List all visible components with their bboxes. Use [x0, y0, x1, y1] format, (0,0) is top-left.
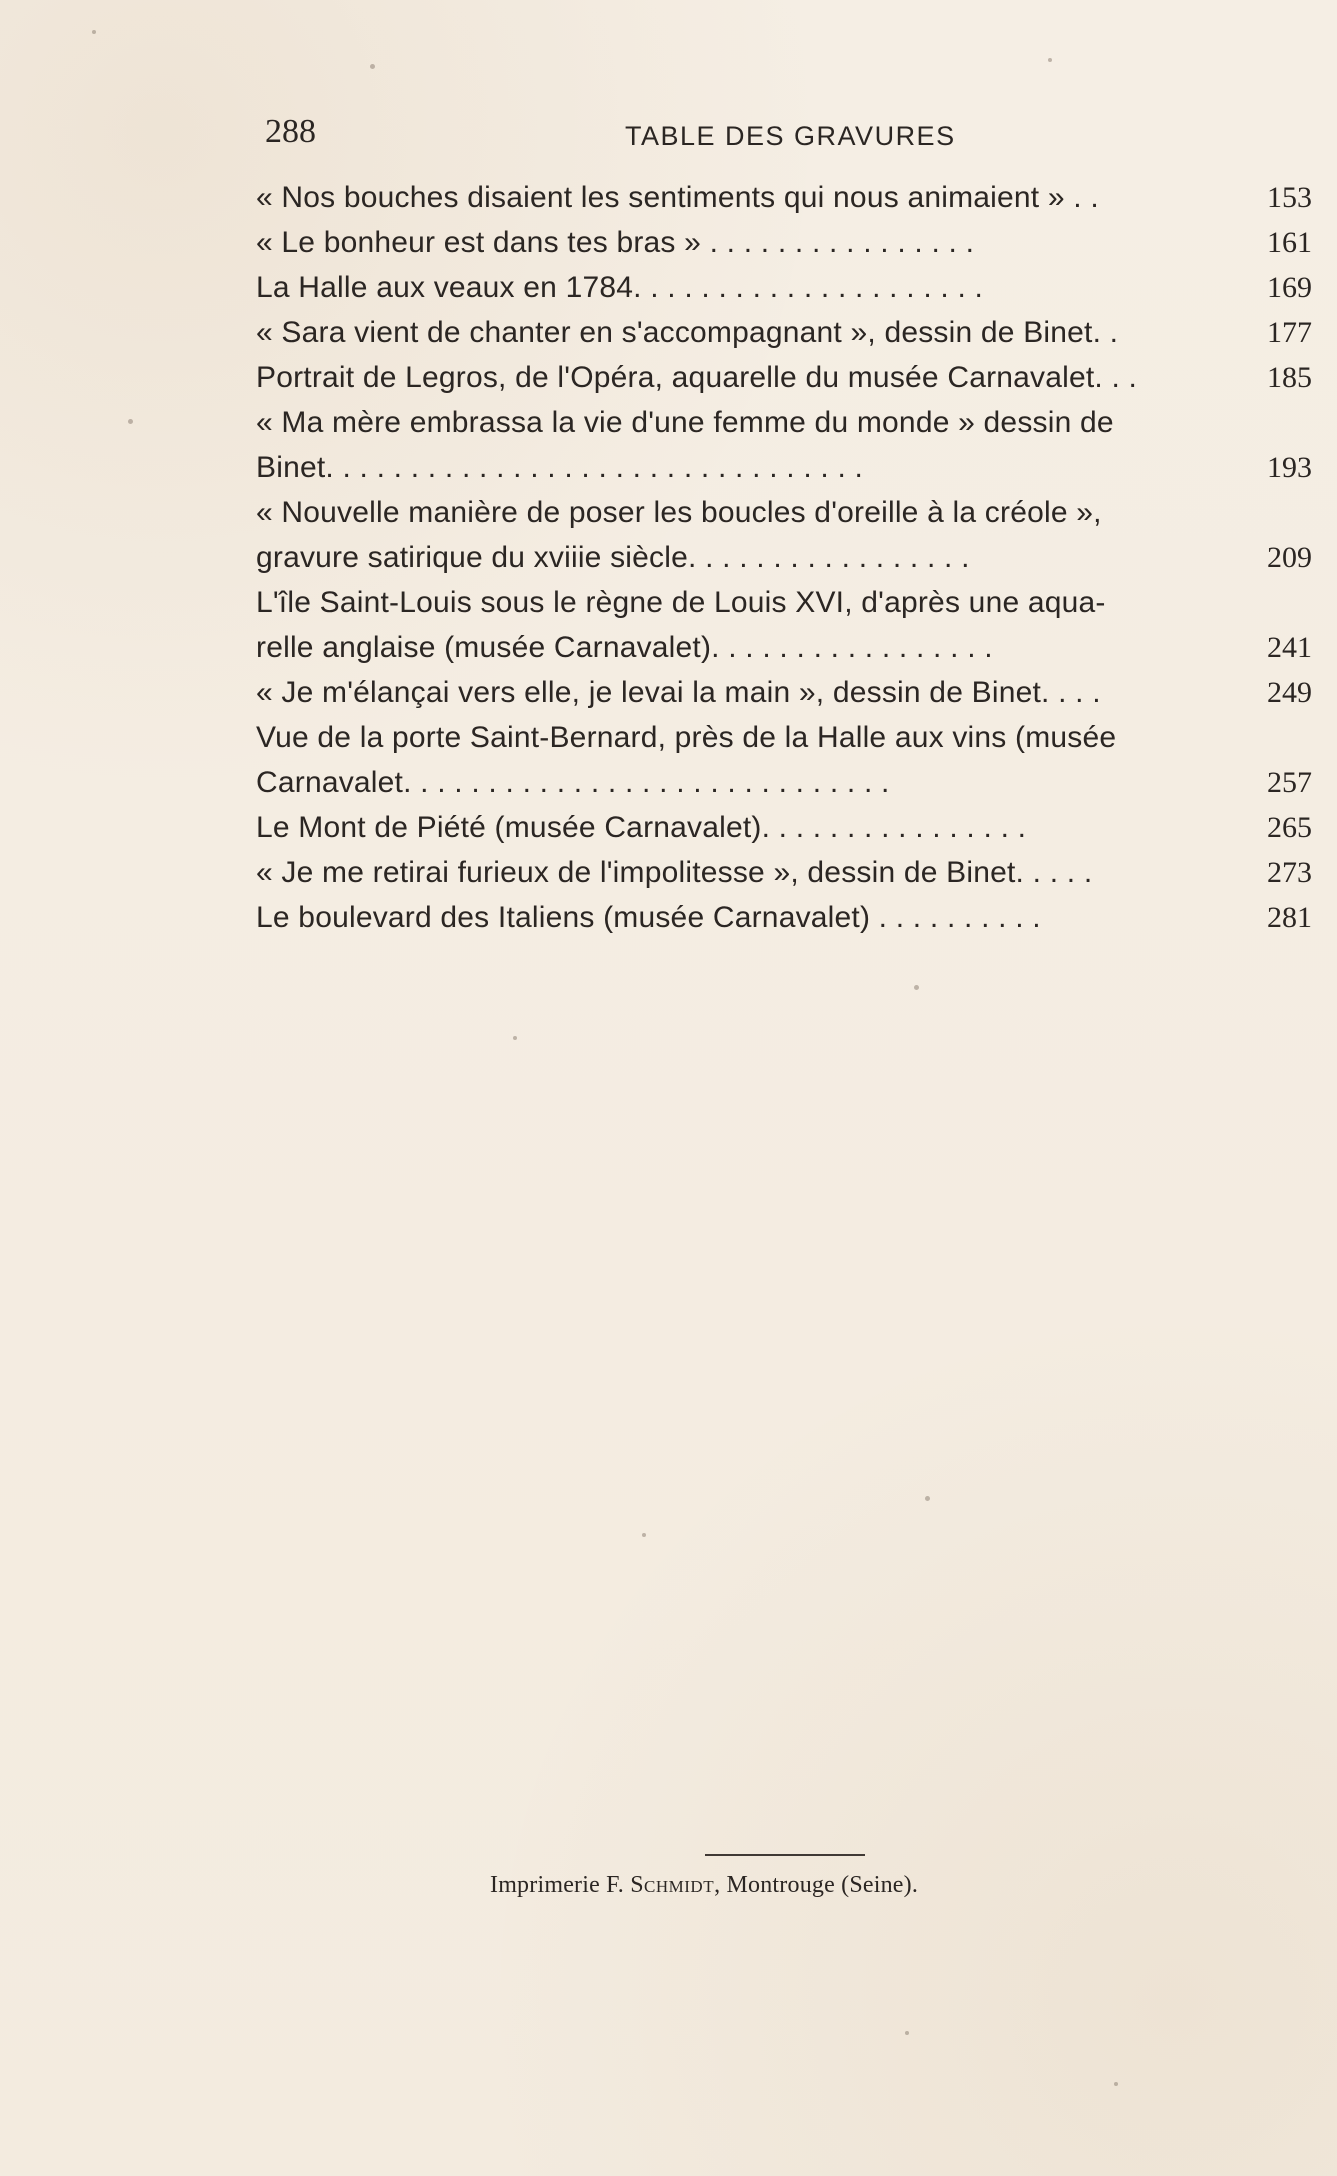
printer-name: Schmidt: [630, 1872, 715, 1898]
page-header: [0, 112, 1337, 162]
toc-entry-page: 177: [1267, 316, 1312, 349]
printer-prefix: Imprimerie F.: [490, 1872, 631, 1898]
paper-speck: [92, 30, 96, 34]
running-title: TABLE DES GRAVURES: [625, 121, 956, 151]
toc-entry: [256, 490, 1312, 580]
toc-entry-text: [256, 850, 1236, 895]
toc-entry: [256, 355, 1312, 400]
toc-entry-text: [256, 805, 1236, 850]
paper-speck: [1114, 2082, 1118, 2086]
toc-entry-line: relle anglaise (musée Carnavalet). . . . . . . . . . . . . . . . .: [256, 631, 993, 664]
toc-entry: [256, 715, 1312, 805]
toc-entry: [256, 310, 1312, 355]
toc-entry-page: 249: [1267, 676, 1312, 709]
toc-entry-page: 161: [1267, 226, 1312, 259]
toc-entry-line: Binet. . . . . . . . . . . . . . . . . . . . . . . . . . . . . . . .: [256, 451, 864, 484]
toc-entry-line: « Le bonheur est dans tes bras » . . . . . . . . . . . . . . . .: [256, 226, 975, 259]
toc-entry-line: Le boulevard des Italiens (musée Carnavalet) . . . . . . . . . .: [256, 901, 1041, 934]
toc-entry-text: [256, 265, 1236, 310]
page-number: 288: [265, 113, 316, 150]
toc-entry-text: [256, 310, 1236, 355]
toc-entry-page: 169: [1267, 271, 1312, 304]
toc-entry-page: 185: [1267, 361, 1312, 394]
printer-imprint: [490, 1870, 918, 1900]
toc-entry-line: « Ma mère embrassa la vie d'une femme du monde » dessin de: [256, 406, 1114, 439]
toc-entry: [256, 580, 1312, 670]
toc-entry-line: Portrait de Legros, de l'Opéra, aquarelle du musée Carnavalet. . .: [256, 361, 1138, 394]
toc-entry-line: Le Mont de Piété (musée Carnavalet). . . . . . . . . . . . . . . .: [256, 811, 1027, 844]
toc-entry-line: Carnavalet. . . . . . . . . . . . . . . . . . . . . . . . . . . . .: [256, 766, 890, 799]
toc-entry-text: [256, 895, 1236, 940]
toc-entry: [256, 670, 1312, 715]
paper-speck: [1048, 58, 1052, 62]
toc-entry: [256, 265, 1312, 310]
toc-entry-line: « Je me retirai furieux de l'impolitesse », dessin de Binet. . . . .: [256, 856, 1093, 889]
paper-speck: [905, 2031, 909, 2035]
toc-entry-text: [256, 355, 1236, 400]
toc-entry-text: [256, 715, 1236, 805]
toc-entry-page: 241: [1267, 631, 1312, 664]
toc-entry: [256, 850, 1312, 895]
paper-speck: [642, 1533, 646, 1537]
paper-speck: [370, 64, 375, 69]
toc-entry-line: gravure satirique du xviiie siècle. . . . . . . . . . . . . . . . .: [256, 541, 970, 574]
toc-entry-page: 193: [1267, 451, 1312, 484]
toc-entry-page: 273: [1267, 856, 1312, 889]
table-of-engravings: [256, 175, 1312, 940]
toc-entry-line: « Sara vient de chanter en s'accompagnant », dessin de Binet. .: [256, 316, 1119, 349]
toc-entry-page: 265: [1267, 811, 1312, 844]
paper-speck: [513, 1036, 517, 1040]
toc-entry-text: [256, 400, 1236, 490]
toc-entry: [256, 805, 1312, 850]
toc-entry-line: « Je m'élançai vers elle, je levai la main », dessin de Binet. . . .: [256, 676, 1101, 709]
toc-entry-page: 257: [1267, 766, 1312, 799]
toc-entry-text: [256, 670, 1236, 715]
toc-entry-text: [256, 220, 1236, 265]
toc-entry-page: 281: [1267, 901, 1312, 934]
toc-entry: [256, 220, 1312, 265]
toc-entry-page: 209: [1267, 541, 1312, 574]
toc-entry-line: « Nos bouches disaient les sentiments qui nous animaient » . .: [256, 181, 1099, 214]
paper-speck: [128, 419, 133, 424]
toc-entry-text: [256, 580, 1236, 670]
paper-speck: [914, 985, 919, 990]
toc-entry-line: « Nouvelle manière de poser les boucles d'oreille à la créole »,: [256, 496, 1102, 529]
toc-entry: [256, 895, 1312, 940]
toc-entry-text: [256, 490, 1236, 580]
printer-suffix: , Montrouge (Seine).: [714, 1872, 919, 1898]
toc-entry-text: [256, 175, 1236, 220]
toc-entry-line: Vue de la porte Saint-Bernard, près de la Halle aux vins (musée: [256, 721, 1117, 754]
toc-entry: [256, 400, 1312, 490]
paper-speck: [925, 1496, 930, 1501]
printer-rule: [705, 1854, 865, 1856]
toc-entry-line: La Halle aux veaux en 1784. . . . . . . . . . . . . . . . . . . . .: [256, 271, 984, 304]
toc-entry: [256, 175, 1312, 220]
toc-entry-line: L'île Saint-Louis sous le règne de Louis XVI, d'après une aqua-: [256, 586, 1106, 619]
toc-entry-page: 153: [1267, 181, 1312, 214]
